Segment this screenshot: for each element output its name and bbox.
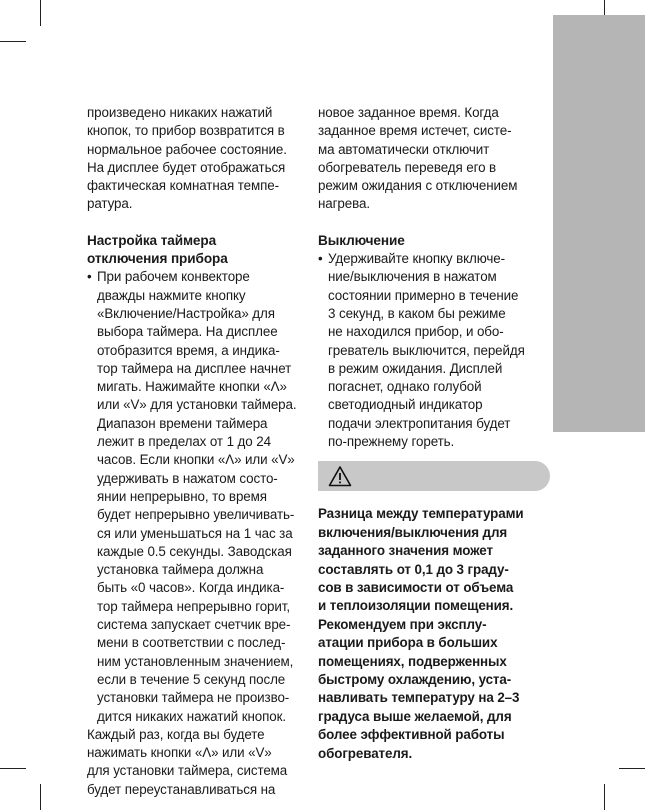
text-line: установки таймера не произво- bbox=[97, 690, 290, 706]
text-line: нормальное рабочее состояние. bbox=[87, 141, 287, 157]
text-line: состоянии примерно в течение bbox=[328, 287, 519, 303]
text-line: будет переустанавливаться на bbox=[87, 781, 276, 797]
off-bullet bbox=[318, 250, 540, 451]
text-line: При рабочем конвекторе bbox=[97, 269, 250, 285]
text-line: для установки таймера, система bbox=[87, 763, 288, 779]
text-line: мени в соответствии с послед- bbox=[97, 635, 286, 651]
crop-mark bbox=[0, 41, 26, 42]
text-line: тор таймера непрерывно горит, bbox=[97, 598, 290, 614]
text-line: заданное время истечет, систе- bbox=[318, 123, 512, 139]
text-line: обогреватель переведя его в bbox=[318, 159, 497, 175]
text-line: кнопок, то прибор возвратится в bbox=[87, 123, 285, 139]
text-line: сов в зависимости от объема bbox=[318, 579, 514, 595]
text-line: новое заданное время. Когда bbox=[318, 105, 499, 120]
text-line: выбора таймера. На дисплее bbox=[97, 324, 278, 340]
text-line: дважды нажмите кнопку bbox=[97, 287, 246, 303]
text-line: составлять от 0,1 до 3 граду- bbox=[318, 561, 509, 577]
crop-mark bbox=[40, 784, 41, 810]
text-line: Диапазон времени таймера bbox=[97, 415, 268, 431]
text-line: ние/выключения в нажатом bbox=[328, 269, 497, 285]
text-line: янии непрерывно, то время bbox=[97, 488, 267, 504]
bullet-symbol: • bbox=[318, 251, 323, 267]
text-line: будет непрерывно увеличивать- bbox=[97, 507, 295, 523]
timer-heading bbox=[87, 232, 302, 269]
warning-triangle-icon bbox=[328, 465, 352, 487]
text-line: ся или уменьшаться на 1 час за bbox=[97, 525, 293, 541]
text-line: произведено никаких нажатий bbox=[87, 105, 273, 120]
text-line: Разница между температурами bbox=[318, 506, 524, 522]
crop-mark bbox=[0, 768, 26, 769]
text-line: не находился прибор, и обо- bbox=[328, 324, 504, 340]
warning-bar bbox=[318, 461, 550, 491]
crop-mark bbox=[619, 768, 645, 769]
text-line: быть «0 часов». Когда индика- bbox=[97, 580, 285, 596]
text-line: каждые 0.5 секунды. Заводская bbox=[97, 543, 292, 559]
text-line: часов. Если кнопки «Λ» или «V» bbox=[97, 452, 295, 468]
text-line: тор таймера на дисплее начнет bbox=[97, 360, 292, 376]
text-line: нажимать кнопки «Λ» или «V» bbox=[87, 745, 272, 761]
text-line: ма автоматически отключит bbox=[318, 141, 490, 157]
warning-text bbox=[318, 505, 540, 763]
off-heading: Выключение bbox=[318, 232, 405, 248]
bullet-symbol: • bbox=[87, 269, 92, 285]
text-line: навливать температуру на 2–3 bbox=[318, 690, 520, 706]
text-line: по-прежнему гореть. bbox=[328, 434, 455, 450]
tail-paragraph bbox=[87, 726, 302, 799]
text-line: фактическая комнатная темпе- bbox=[87, 178, 279, 194]
text-line: заданного значения может bbox=[318, 543, 493, 559]
text-line: режим ожидания с отключением bbox=[318, 178, 518, 194]
heading-line: Настройка таймера bbox=[87, 232, 217, 248]
text-line: обогревателя. bbox=[318, 745, 413, 761]
text-line: в режим ожидания. Дисплей bbox=[328, 360, 503, 376]
text-line: 3 секунд, в каком бы режиме bbox=[328, 305, 506, 321]
text-line: Удерживайте кнопку включе- bbox=[328, 251, 505, 267]
text-line: удерживать в нажатом состо- bbox=[97, 470, 278, 486]
text-line: нагрева. bbox=[318, 196, 370, 212]
text-line: или «V» для установки таймера. bbox=[97, 397, 297, 413]
left-column bbox=[87, 104, 302, 799]
section-tab bbox=[553, 15, 645, 432]
text-line: греватель выключится, перейдя bbox=[328, 342, 525, 358]
text-line: На дисплее будет отображаться bbox=[87, 159, 286, 175]
text-line: атации прибора в больших bbox=[318, 635, 498, 651]
text-line: Каждый раз, когда вы будете bbox=[87, 726, 265, 742]
text-line: помещениях, подверженных bbox=[318, 653, 507, 669]
warning-bar-background bbox=[318, 461, 550, 491]
text-line: если в течение 5 секунд после bbox=[97, 671, 286, 687]
text-line: быстрому охлаждению, уста- bbox=[318, 672, 512, 687]
intro-paragraph bbox=[87, 104, 302, 214]
timer-bullet bbox=[87, 268, 302, 725]
text-line: более эффективной работы bbox=[318, 727, 505, 743]
text-line: светодиодный индикатор bbox=[328, 397, 483, 413]
text-line: «Включение/Настройка» для bbox=[97, 305, 275, 321]
text-line: отобразится время, а индика- bbox=[97, 342, 280, 358]
text-line: и теплоизоляции помещения. bbox=[318, 598, 514, 614]
intro-paragraph bbox=[318, 104, 540, 214]
text-line: лежит в пределах от 1 до 24 bbox=[97, 434, 271, 450]
text-line: Рекомендуем при эксплу- bbox=[318, 616, 487, 632]
text-line: погаснет, однако голубой bbox=[328, 379, 482, 395]
crop-mark bbox=[604, 784, 605, 810]
text-line: ратура. bbox=[87, 196, 133, 212]
text-line: градуса выше желаемой, для bbox=[318, 708, 512, 724]
text-line: установка таймера должна bbox=[97, 562, 264, 578]
heading-line: отключения прибора bbox=[87, 251, 228, 267]
text-line: мигать. Нажимайте кнопки «Λ» bbox=[97, 379, 287, 395]
text-line: система запускает счетчик вре- bbox=[97, 617, 291, 633]
crop-mark bbox=[40, 0, 41, 26]
text-line: включения/выключения для bbox=[318, 524, 508, 540]
text-line: ним установленным значением, bbox=[97, 653, 294, 669]
text-line: дится никаких нажатий кнопок. bbox=[97, 708, 287, 724]
right-column bbox=[318, 104, 540, 763]
text-line: подачи электропитания будет bbox=[328, 415, 511, 431]
